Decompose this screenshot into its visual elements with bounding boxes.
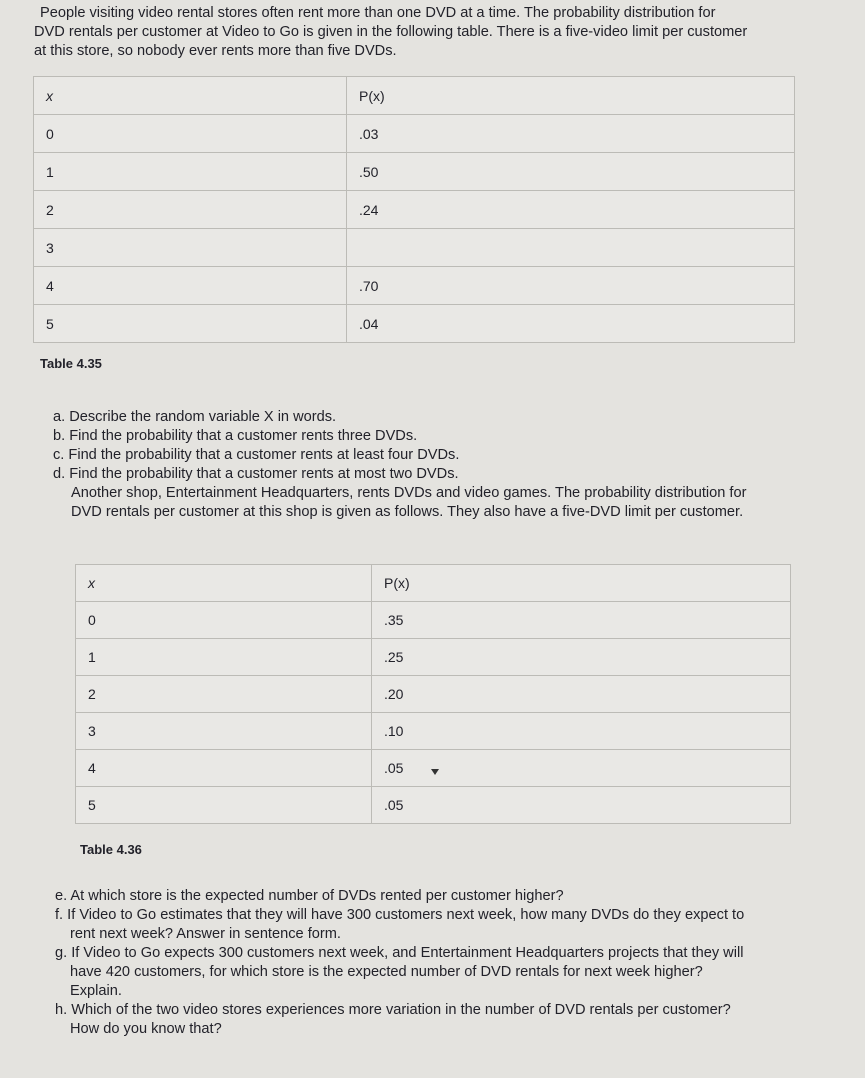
cell-px: .05 bbox=[372, 750, 791, 787]
table-row bbox=[34, 229, 795, 267]
cell-x: 4 bbox=[76, 750, 372, 787]
cell-px: .04 bbox=[347, 305, 795, 343]
cell-x: 4 bbox=[34, 267, 347, 305]
table-row bbox=[76, 676, 791, 713]
cell-x: 3 bbox=[76, 713, 372, 750]
header-px: P(x) bbox=[372, 565, 791, 602]
cell-px: .50 bbox=[347, 153, 795, 191]
question-g-cont: have 420 customers, for which store is the expected number of DVD rentals for next week higher? bbox=[70, 964, 703, 980]
table-row bbox=[34, 191, 795, 229]
table-row bbox=[76, 750, 791, 787]
cell-px: .35 bbox=[372, 602, 791, 639]
cursor-arrow-icon bbox=[431, 769, 439, 775]
intro-line-1: People visiting video rental stores often rent more than one DVD at a time. The probability distribution for bbox=[40, 5, 716, 21]
cell-px bbox=[347, 229, 795, 267]
cell-px: .24 bbox=[347, 191, 795, 229]
intro-line-2: DVD rentals per customer at Video to Go is given in the following table. There is a five-video limit per customer bbox=[34, 24, 748, 40]
cell-x: 5 bbox=[76, 787, 372, 824]
intro-line-3: at this store, so nobody ever rents more than five DVDs. bbox=[34, 43, 397, 59]
cell-px: .20 bbox=[372, 676, 791, 713]
table-row bbox=[34, 305, 795, 343]
question-e: e. At which store is the expected number of DVDs rented per customer higher? bbox=[55, 888, 564, 904]
table-4-36 bbox=[75, 564, 791, 824]
cell-x: 5 bbox=[34, 305, 347, 343]
cell-x: 0 bbox=[34, 115, 347, 153]
question-g: g. If Video to Go expects 300 customers next week, and Entertainment Headquarters projects that they will bbox=[55, 945, 744, 961]
question-d: d. Find the probability that a customer rents at most two DVDs. bbox=[53, 466, 459, 482]
table-row bbox=[76, 787, 791, 824]
intro-paragraph bbox=[34, 4, 834, 61]
second-store-line-1: Another shop, Entertainment Headquarters, rents DVDs and video games. The probability distribution for bbox=[71, 485, 747, 501]
table-row bbox=[34, 153, 795, 191]
question-h-cont: How do you know that? bbox=[70, 1021, 222, 1037]
question-g-cont-2: Explain. bbox=[70, 983, 122, 999]
second-store-line-2: DVD rentals per customer at this shop is given as follows. They also have a five-DVD limit per customer. bbox=[71, 504, 744, 520]
table-caption: Table 4.35 bbox=[40, 356, 102, 371]
cell-x: 2 bbox=[76, 676, 372, 713]
cell-px: .25 bbox=[372, 639, 791, 676]
cell-x: 0 bbox=[76, 602, 372, 639]
question-a: a. Describe the random variable X in words. bbox=[53, 409, 337, 425]
question-f-cont: rent next week? Answer in sentence form. bbox=[70, 926, 341, 942]
table-header-row bbox=[76, 565, 791, 602]
table-caption: Table 4.36 bbox=[80, 842, 142, 857]
cell-px: .70 bbox=[347, 267, 795, 305]
questions-e-h bbox=[55, 887, 845, 1039]
questions-a-d bbox=[53, 408, 833, 522]
table-row bbox=[34, 115, 795, 153]
cell-x: 3 bbox=[34, 229, 347, 267]
cell-x: 1 bbox=[34, 153, 347, 191]
table-row bbox=[76, 713, 791, 750]
table-row bbox=[34, 267, 795, 305]
cell-x: 2 bbox=[34, 191, 347, 229]
header-px: P(x) bbox=[347, 77, 795, 115]
table-header-row bbox=[34, 77, 795, 115]
cell-px: .05 bbox=[372, 787, 791, 824]
cell-px: .03 bbox=[347, 115, 795, 153]
table-4-35 bbox=[33, 76, 795, 343]
cell-x: 1 bbox=[76, 639, 372, 676]
question-f: f. If Video to Go estimates that they will have 300 customers next week, how many DVDs do they expect to bbox=[55, 907, 745, 923]
question-h: h. Which of the two video stores experiences more variation in the number of DVD rentals per customer? bbox=[55, 1002, 731, 1018]
header-x: x bbox=[76, 565, 372, 602]
cell-px: .10 bbox=[372, 713, 791, 750]
table-row bbox=[76, 639, 791, 676]
question-c: c. Find the probability that a customer rents at least four DVDs. bbox=[53, 447, 460, 463]
header-x: x bbox=[34, 77, 347, 115]
table-row bbox=[76, 602, 791, 639]
question-b: b. Find the probability that a customer rents three DVDs. bbox=[53, 428, 418, 444]
